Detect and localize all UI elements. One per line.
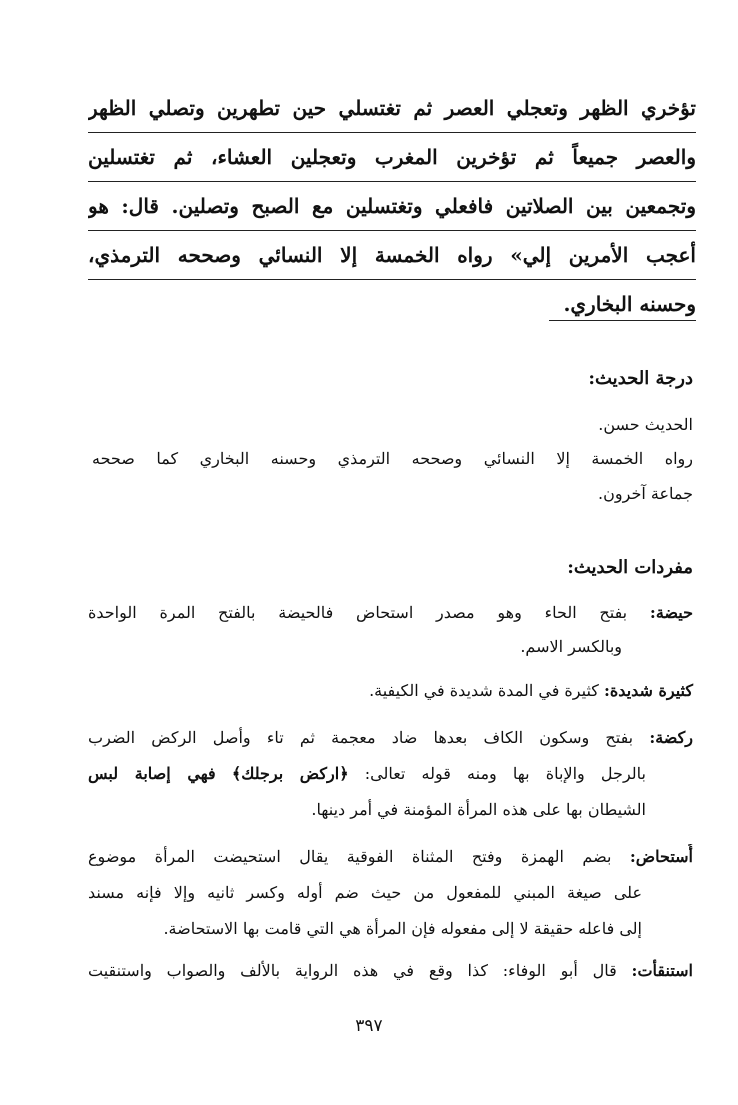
vocab-definition: بضم الهمزة وفتح المثناة الفوقية يقال استحيضت المرأة موضوع <box>88 847 612 866</box>
grade-line-1: الحديث حسن. <box>598 415 693 434</box>
vocab-definition-cont <box>88 761 646 787</box>
grade-heading: درجة الحديث: <box>588 368 693 389</box>
grade-line-2: رواه الخمسة إلا النسائي وصححه الترمذي وحسنه البخاري كما صححه <box>92 449 693 468</box>
vocab-definition-bold: فهي إصابة لبس <box>88 764 216 783</box>
vocab-definition: قال أبو الوفاء: كذا وقع في هذه الرواية بالألف والصواب واستنقيت <box>88 961 617 980</box>
vocab-entry-istihad <box>88 844 693 870</box>
hadith-line: تؤخري الظهر وتعجلي العصر ثم تغتسلي حين تطهرين وتصلي الظهر <box>88 84 696 133</box>
hadith-line: وتجمعين بين الصلاتين فافعلي وتغتسلين مع الصبح وتصلين. قال: هو <box>88 182 696 231</box>
vocab-entry-hayda <box>88 600 693 626</box>
vocab-definition-cont: على صيغة المبني للمفعول من حيث ضم أوله وكسر ثانيه وإلا فإنه مسند <box>88 883 642 902</box>
hadith-line-last-text: وحسنه البخاري. <box>549 292 696 321</box>
quran-quote: ﴿اركض برجلك﴾ <box>231 764 349 783</box>
page-number: ٣٩٧ <box>355 1016 383 1036</box>
vocab-term: أُستحاض: <box>629 847 693 866</box>
hadith-text-block <box>88 84 696 328</box>
vocab-term: ركضة: <box>649 728 693 747</box>
hadith-line: والعصر جميعاً ثم تؤخرين المغرب وتعجلين العشاء، ثم تغتسلين <box>88 133 696 182</box>
vocab-term: كثيرة شديدة: <box>604 681 693 700</box>
hadith-line: أعجب الأمرين إلي» رواه الخمسة إلا النسائي وصححه الترمذي، <box>88 231 696 280</box>
vocab-definition: كثيرة في المدة شديدة في الكيفية. <box>369 681 599 700</box>
vocab-heading: مفردات الحديث: <box>567 557 693 578</box>
vocab-definition: بالرجل والإباة بها ومنه قوله تعالى: <box>364 764 646 783</box>
vocab-definition-cont: الشيطان بها على هذه المرأة المؤمنة في أمر دينها. <box>311 800 646 819</box>
vocab-term: استنقأت: <box>631 961 693 980</box>
hadith-line-last <box>88 280 696 328</box>
vocab-definition-cont: إلى فاعله حقيقة لا إلى مفعوله فإن المرأة هي التي قامت بها الاستحاضة. <box>163 919 642 938</box>
vocab-entry-rakda <box>88 725 693 751</box>
vocab-definition: بفتح وسكون الكاف بعدها ضاد معجمة ثم تاء وأصل الركض الضرب <box>88 728 634 747</box>
vocab-entry-kathira <box>369 678 693 704</box>
grade-line-3: جماعة آخرون. <box>598 484 693 503</box>
vocab-term: حيضة: <box>649 603 693 622</box>
vocab-definition-cont: وبالكسر الاسم. <box>520 637 622 656</box>
vocab-entry-istanqat <box>88 958 693 984</box>
vocab-definition: بفتح الحاء وهو مصدر استحاض فالحيضة بالفتح المرة الواحدة <box>88 603 628 622</box>
